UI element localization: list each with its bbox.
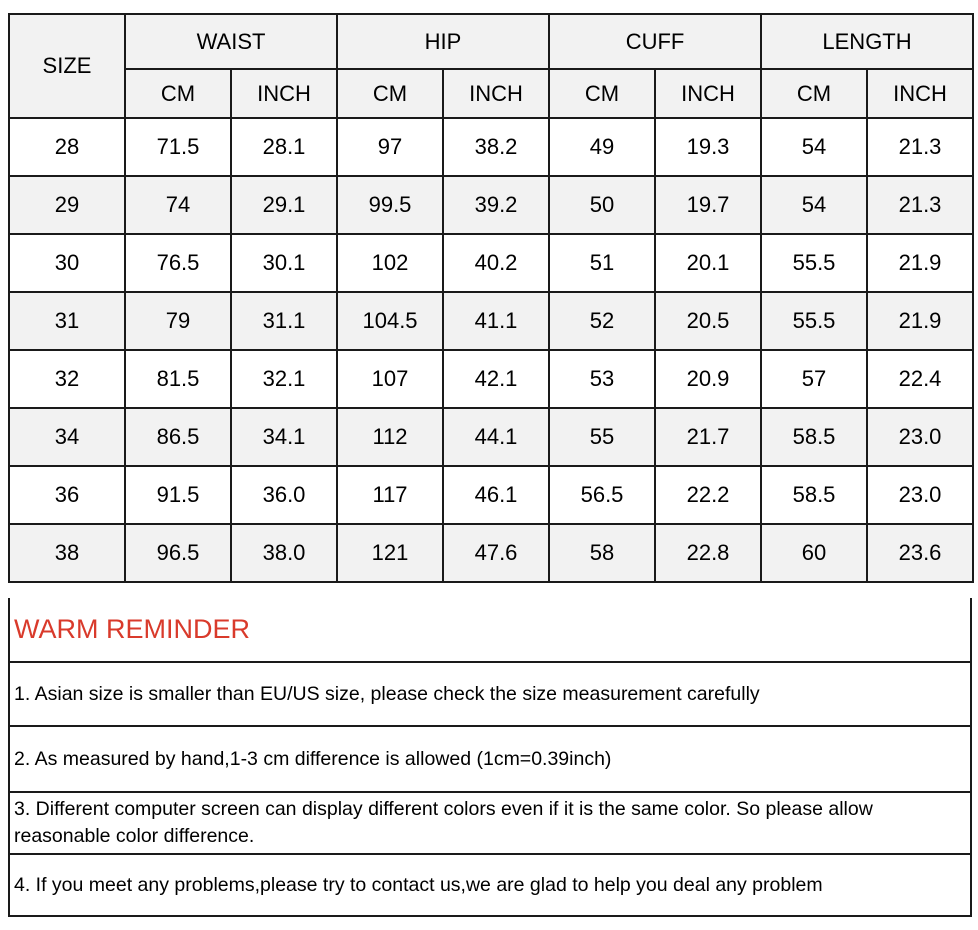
table-cell: 41.1 (443, 292, 549, 350)
unit-header: CM (761, 69, 867, 118)
table-cell: 38.2 (443, 118, 549, 176)
table-cell: 46.1 (443, 466, 549, 524)
table-cell: 21.3 (867, 176, 973, 234)
table-row (9, 466, 973, 524)
table-cell: 19.7 (655, 176, 761, 234)
size-chart-table (8, 13, 974, 583)
table-row (9, 350, 973, 408)
size-cell: 28 (9, 118, 125, 176)
table-cell: 86.5 (125, 408, 231, 466)
table-cell: 54 (761, 176, 867, 234)
table-cell: 56.5 (549, 466, 655, 524)
table-cell: 51 (549, 234, 655, 292)
size-cell: 38 (9, 524, 125, 582)
warm-reminder-box (8, 598, 972, 917)
reminder-item: 3. Different computer screen can display different colors even if it is the same color. So please allow reasonable color difference. (10, 793, 970, 855)
table-cell: 49 (549, 118, 655, 176)
table-row (9, 176, 973, 234)
table-cell: 22.2 (655, 466, 761, 524)
size-header: SIZE (9, 14, 125, 118)
table-cell: 21.3 (867, 118, 973, 176)
table-cell: 20.1 (655, 234, 761, 292)
table-cell: 76.5 (125, 234, 231, 292)
table-cell: 21.9 (867, 234, 973, 292)
table-row (9, 234, 973, 292)
unit-header: INCH (231, 69, 337, 118)
table-cell: 96.5 (125, 524, 231, 582)
table-cell: 112 (337, 408, 443, 466)
unit-header: CM (337, 69, 443, 118)
table-cell: 34.1 (231, 408, 337, 466)
table-cell: 54 (761, 118, 867, 176)
length-header: LENGTH (761, 14, 973, 69)
size-cell: 34 (9, 408, 125, 466)
unit-header: CM (549, 69, 655, 118)
table-cell: 60 (761, 524, 867, 582)
size-cell: 31 (9, 292, 125, 350)
table-cell: 32.1 (231, 350, 337, 408)
table-cell: 58 (549, 524, 655, 582)
table-cell: 117 (337, 466, 443, 524)
table-cell: 28.1 (231, 118, 337, 176)
table-cell: 36.0 (231, 466, 337, 524)
hip-header: HIP (337, 14, 549, 69)
table-cell: 23.0 (867, 408, 973, 466)
table-cell: 58.5 (761, 408, 867, 466)
size-cell: 29 (9, 176, 125, 234)
table-row (9, 292, 973, 350)
table-cell: 53 (549, 350, 655, 408)
table-cell: 20.5 (655, 292, 761, 350)
table-cell: 44.1 (443, 408, 549, 466)
table-cell: 55 (549, 408, 655, 466)
table-cell: 23.0 (867, 466, 973, 524)
unit-header: INCH (443, 69, 549, 118)
table-cell: 74 (125, 176, 231, 234)
reminder-item: 2. As measured by hand,1-3 cm difference is allowed (1cm=0.39inch) (10, 727, 970, 793)
table-cell: 40.2 (443, 234, 549, 292)
table-cell: 20.9 (655, 350, 761, 408)
table-cell: 58.5 (761, 466, 867, 524)
table-cell: 52 (549, 292, 655, 350)
table-cell: 55.5 (761, 234, 867, 292)
table-cell: 104.5 (337, 292, 443, 350)
table-row (9, 118, 973, 176)
reminder-item: 1. Asian size is smaller than EU/US size, please check the size measurement carefully (10, 663, 970, 727)
table-cell: 22.8 (655, 524, 761, 582)
table-cell: 29.1 (231, 176, 337, 234)
unit-header: CM (125, 69, 231, 118)
table-cell: 79 (125, 292, 231, 350)
waist-header: WAIST (125, 14, 337, 69)
table-cell: 102 (337, 234, 443, 292)
table-cell: 55.5 (761, 292, 867, 350)
table-cell: 107 (337, 350, 443, 408)
table-row (9, 408, 973, 466)
reminder-item: 4. If you meet any problems,please try to contact us,we are glad to help you deal any problem (14, 873, 823, 896)
table-cell: 21.9 (867, 292, 973, 350)
table-cell: 71.5 (125, 118, 231, 176)
table-cell: 23.6 (867, 524, 973, 582)
table-cell: 30.1 (231, 234, 337, 292)
table-cell: 42.1 (443, 350, 549, 408)
table-cell: 22.4 (867, 350, 973, 408)
table-cell: 121 (337, 524, 443, 582)
size-cell: 36 (9, 466, 125, 524)
table-cell: 97 (337, 118, 443, 176)
table-cell: 21.7 (655, 408, 761, 466)
table-cell: 81.5 (125, 350, 231, 408)
size-cell: 30 (9, 234, 125, 292)
table-cell: 38.0 (231, 524, 337, 582)
table-cell: 47.6 (443, 524, 549, 582)
unit-header: INCH (655, 69, 761, 118)
table-cell: 91.5 (125, 466, 231, 524)
table-cell: 99.5 (337, 176, 443, 234)
table-cell: 31.1 (231, 292, 337, 350)
size-cell: 32 (9, 350, 125, 408)
table-cell: 57 (761, 350, 867, 408)
table-cell: 50 (549, 176, 655, 234)
unit-header: INCH (867, 69, 973, 118)
warm-reminder-title: WARM REMINDER (10, 598, 970, 663)
table-row (9, 524, 973, 582)
table-cell: 39.2 (443, 176, 549, 234)
table-cell: 19.3 (655, 118, 761, 176)
cuff-header: CUFF (549, 14, 761, 69)
